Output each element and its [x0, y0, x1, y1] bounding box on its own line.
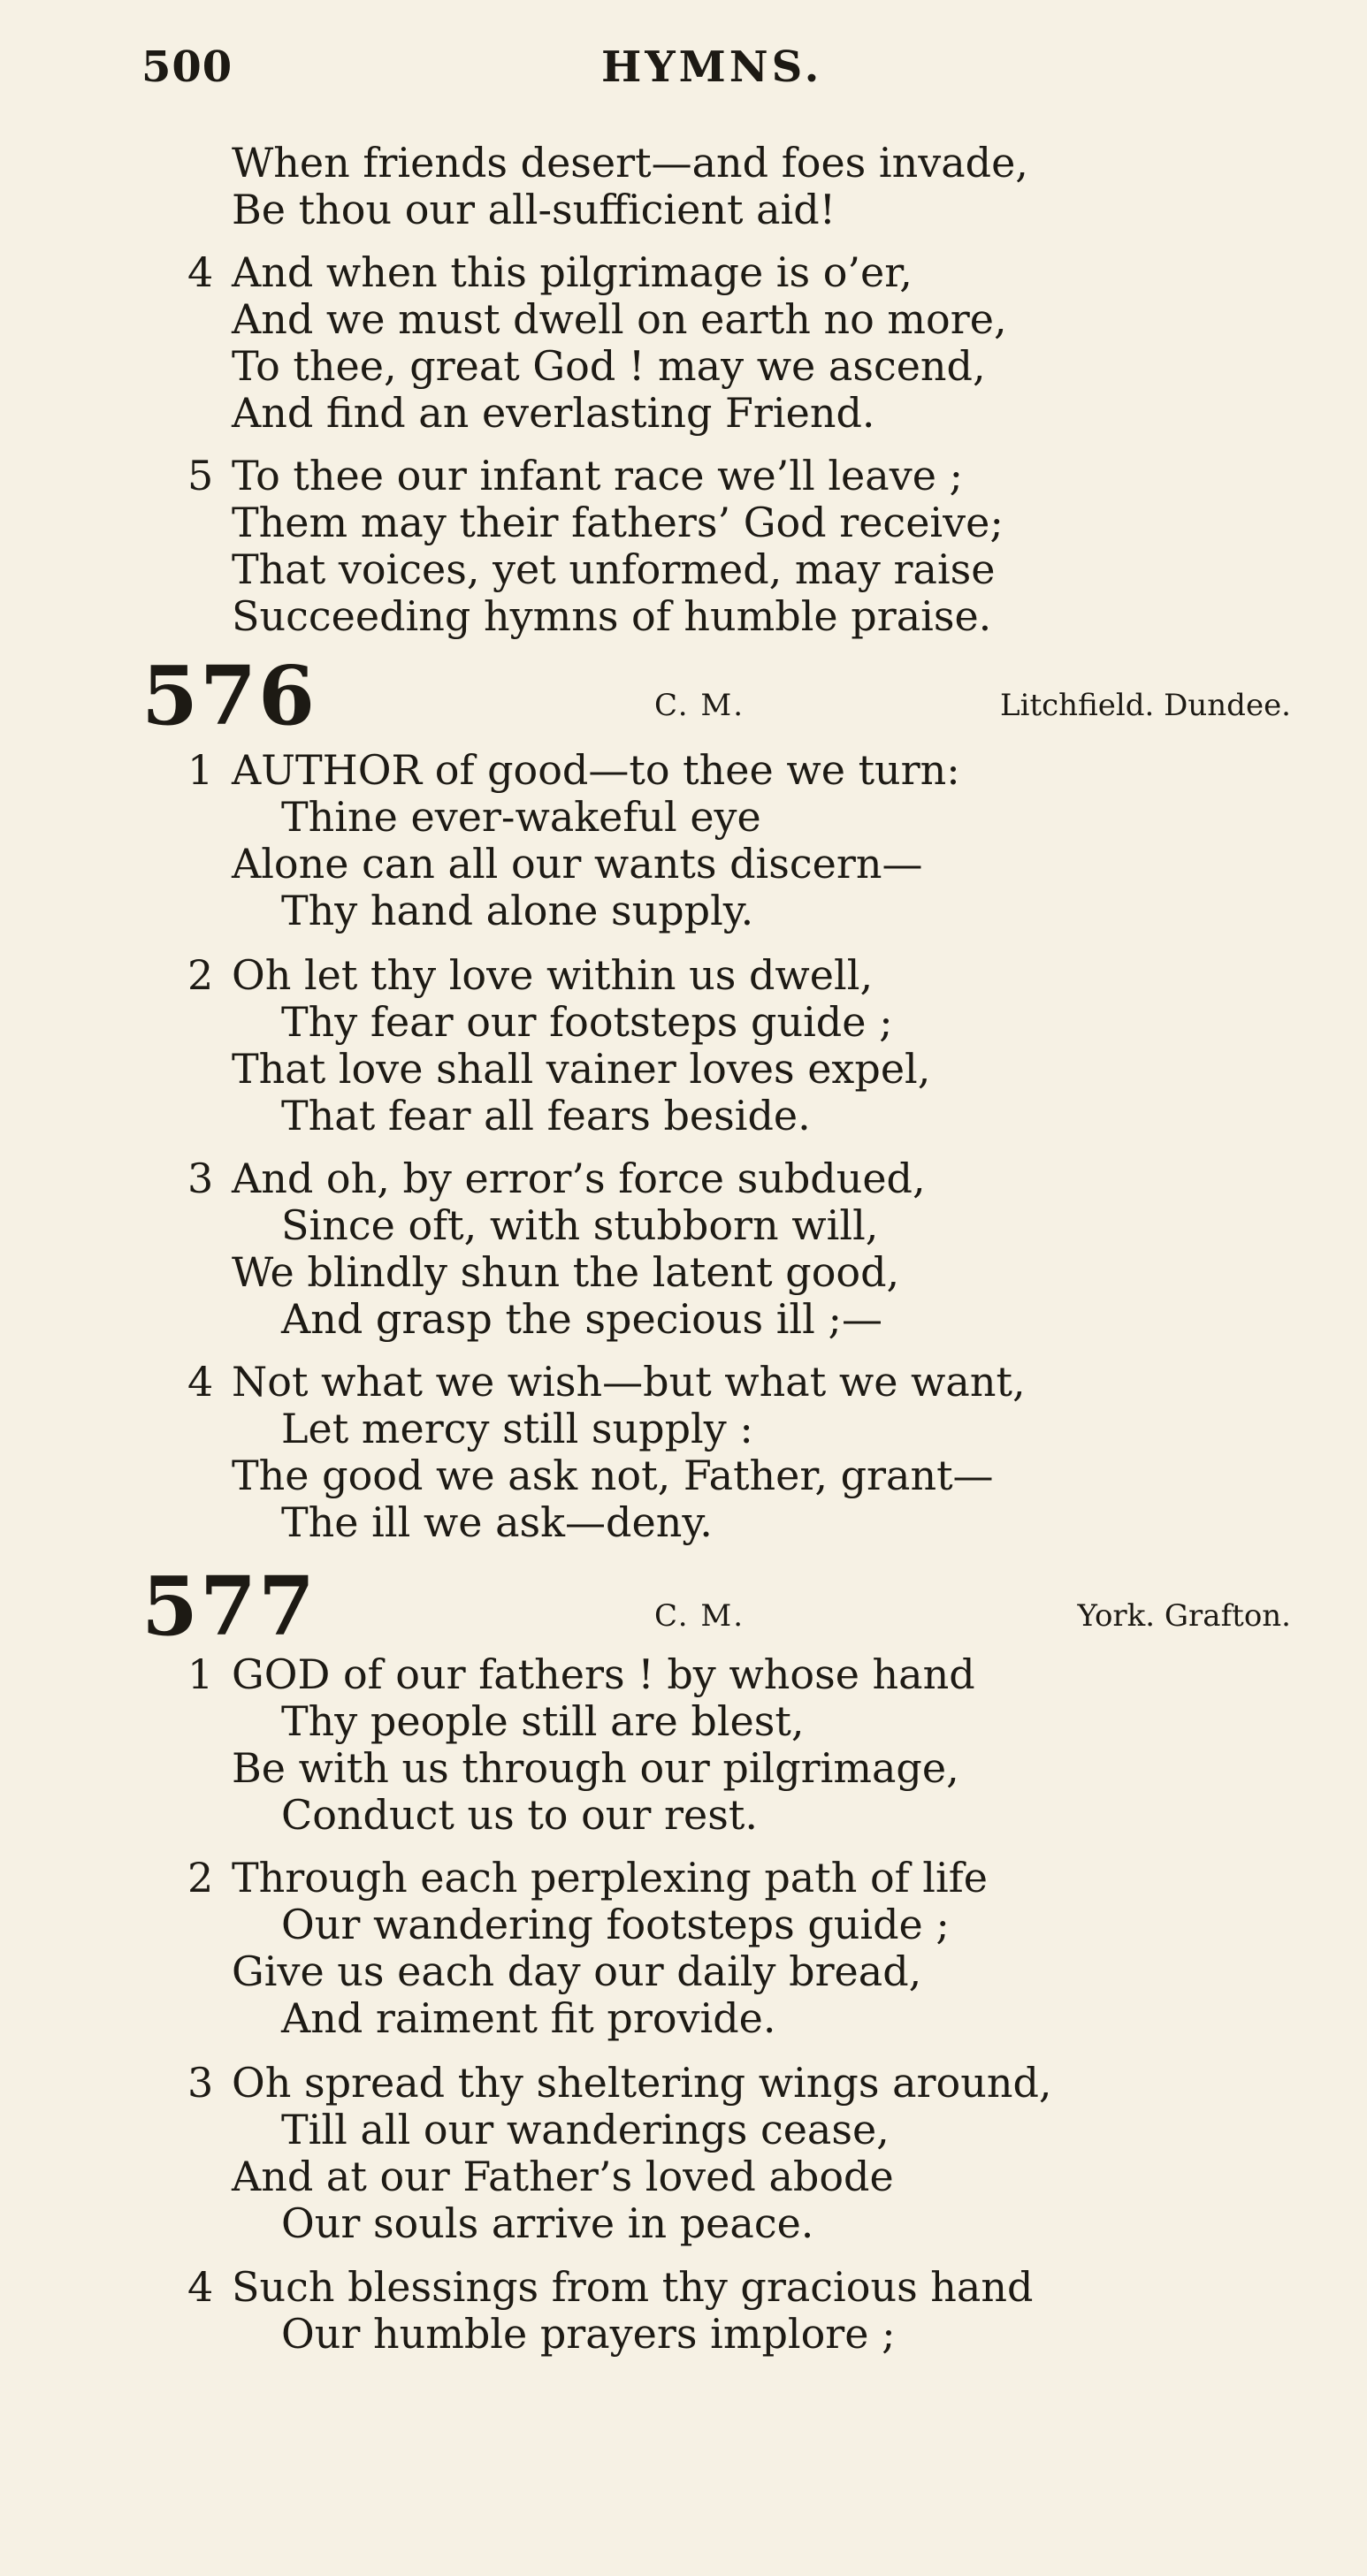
verse-line: Not what we wish—but what we want,: [232, 1358, 1026, 1406]
verse-line: Be thou our all-sufficient aid!: [232, 186, 836, 233]
verse-line: Our wandering footsteps guide ;: [281, 1901, 950, 1948]
hymn-577-heading: [141, 1559, 1291, 1654]
verse-line: Be with us through our pilgrimage,: [232, 1744, 959, 1792]
hymn-number: 577: [141, 1559, 317, 1654]
verse-line: Since oft, with stubborn will,: [281, 1201, 879, 1249]
verse-line: Thy people still are blest,: [281, 1697, 805, 1745]
verse-line: To thee our infant race we’ll leave ;: [232, 452, 964, 499]
hymn-576-verse-1: [187, 746, 1293, 934]
hymn-577-verse-2: [187, 1854, 1293, 2042]
hymn-meter: C. M.: [654, 1598, 745, 1634]
verse-number: 3: [187, 2059, 214, 2107]
verse-line: That voices, yet unformed, may raise: [232, 545, 996, 593]
verse-number: 1: [187, 746, 214, 794]
verse-line: Succeeding hymns of humble praise.: [232, 592, 992, 640]
continuation-verse-4: [187, 248, 1293, 437]
verse-line: Through each perplexing path of life: [232, 1854, 988, 1902]
hymn-576-verse-4: [187, 1358, 1293, 1546]
verse-line: And raiment fit provide.: [281, 1994, 776, 2042]
verse-line: When friends desert—and foes invade,: [232, 139, 1028, 187]
verse-line: And when this pilgrimage is o’er,: [232, 248, 913, 296]
verse-line: That love shall vainer loves expel,: [232, 1045, 931, 1093]
verse-line: And find an everlasting Friend.: [232, 389, 875, 437]
verse-line: Them may their fathers’ God receive;: [232, 499, 1004, 546]
verse-number: 4: [187, 2263, 214, 2311]
verse-line: We blindly shun the latent good,: [232, 1248, 900, 1296]
hymn-576-verse-2: [187, 951, 1293, 1139]
hymn-meter: C. M.: [654, 688, 745, 723]
hymn-577-verse-4: [187, 2263, 1293, 2358]
verse-line: Alone can all our wants discern—: [232, 840, 923, 888]
verse-line: Thy hand alone supply.: [281, 887, 754, 934]
verse-number: 4: [187, 1358, 214, 1406]
hymn-576-verse-3: [187, 1155, 1293, 1343]
hymn-tunes: York. Grafton.: [1077, 1598, 1291, 1634]
verse-number: 2: [187, 1854, 214, 1902]
verse-line: And we must dwell on earth no more,: [232, 295, 1007, 343]
hymn-576-heading: [141, 648, 1291, 743]
verse-line: To thee, great God ! may we ascend,: [232, 342, 986, 390]
verse-line: Our humble prayers implore ;: [281, 2310, 896, 2358]
hymn-number: 576: [141, 648, 317, 743]
verse-line: Thy fear our footsteps guide ;: [281, 998, 893, 1046]
page-header: [141, 42, 1291, 104]
running-title: HYMNS.: [601, 42, 823, 92]
verse-number: 4: [187, 248, 214, 296]
verse-line: Our souls arrive in peace.: [281, 2199, 814, 2247]
verse-line: And grasp the specious ill ;—: [281, 1295, 882, 1343]
hymn-tunes: Litchfield. Dundee.: [1000, 688, 1291, 723]
verse-line: Conduct us to our rest.: [281, 1791, 758, 1839]
verse-number: 3: [187, 1155, 214, 1202]
verse-line: Thine ever-wakeful eye: [281, 793, 761, 841]
verse-line: Let mercy still supply :: [281, 1405, 753, 1452]
page-number: 500: [141, 42, 233, 92]
verse-line: AUTHOR of good—to thee we turn:: [232, 746, 960, 794]
verse-line: That fear all fears beside.: [281, 1092, 811, 1139]
verse-line: Till all our wanderings cease,: [281, 2106, 890, 2153]
verse-number: 1: [187, 1650, 214, 1698]
verse-line: Oh spread thy sheltering wings around,: [232, 2059, 1052, 2107]
continuation-tail: [232, 140, 1293, 233]
verse-line: And oh, by error’s force subdued,: [232, 1155, 926, 1202]
verse-number: 2: [187, 951, 214, 999]
continuation-verse-5: [187, 452, 1293, 640]
hymn-577-verse-3: [187, 2059, 1293, 2247]
verse-line: Oh let thy love within us dwell,: [232, 951, 874, 999]
verse-number: 5: [187, 452, 214, 499]
hymn-577-verse-1: [187, 1650, 1293, 1839]
verse-line: Give us each day our daily bread,: [232, 1947, 922, 1995]
verse-line: GOD of our fathers ! by whose hand: [232, 1650, 975, 1698]
verse-line: Such blessings from thy gracious hand: [232, 2263, 1034, 2311]
verse-line: The good we ask not, Father, grant—: [232, 1452, 994, 1499]
verse-line: The ill we ask—deny.: [281, 1498, 713, 1546]
verse-line: And at our Father’s loved abode: [232, 2153, 894, 2200]
